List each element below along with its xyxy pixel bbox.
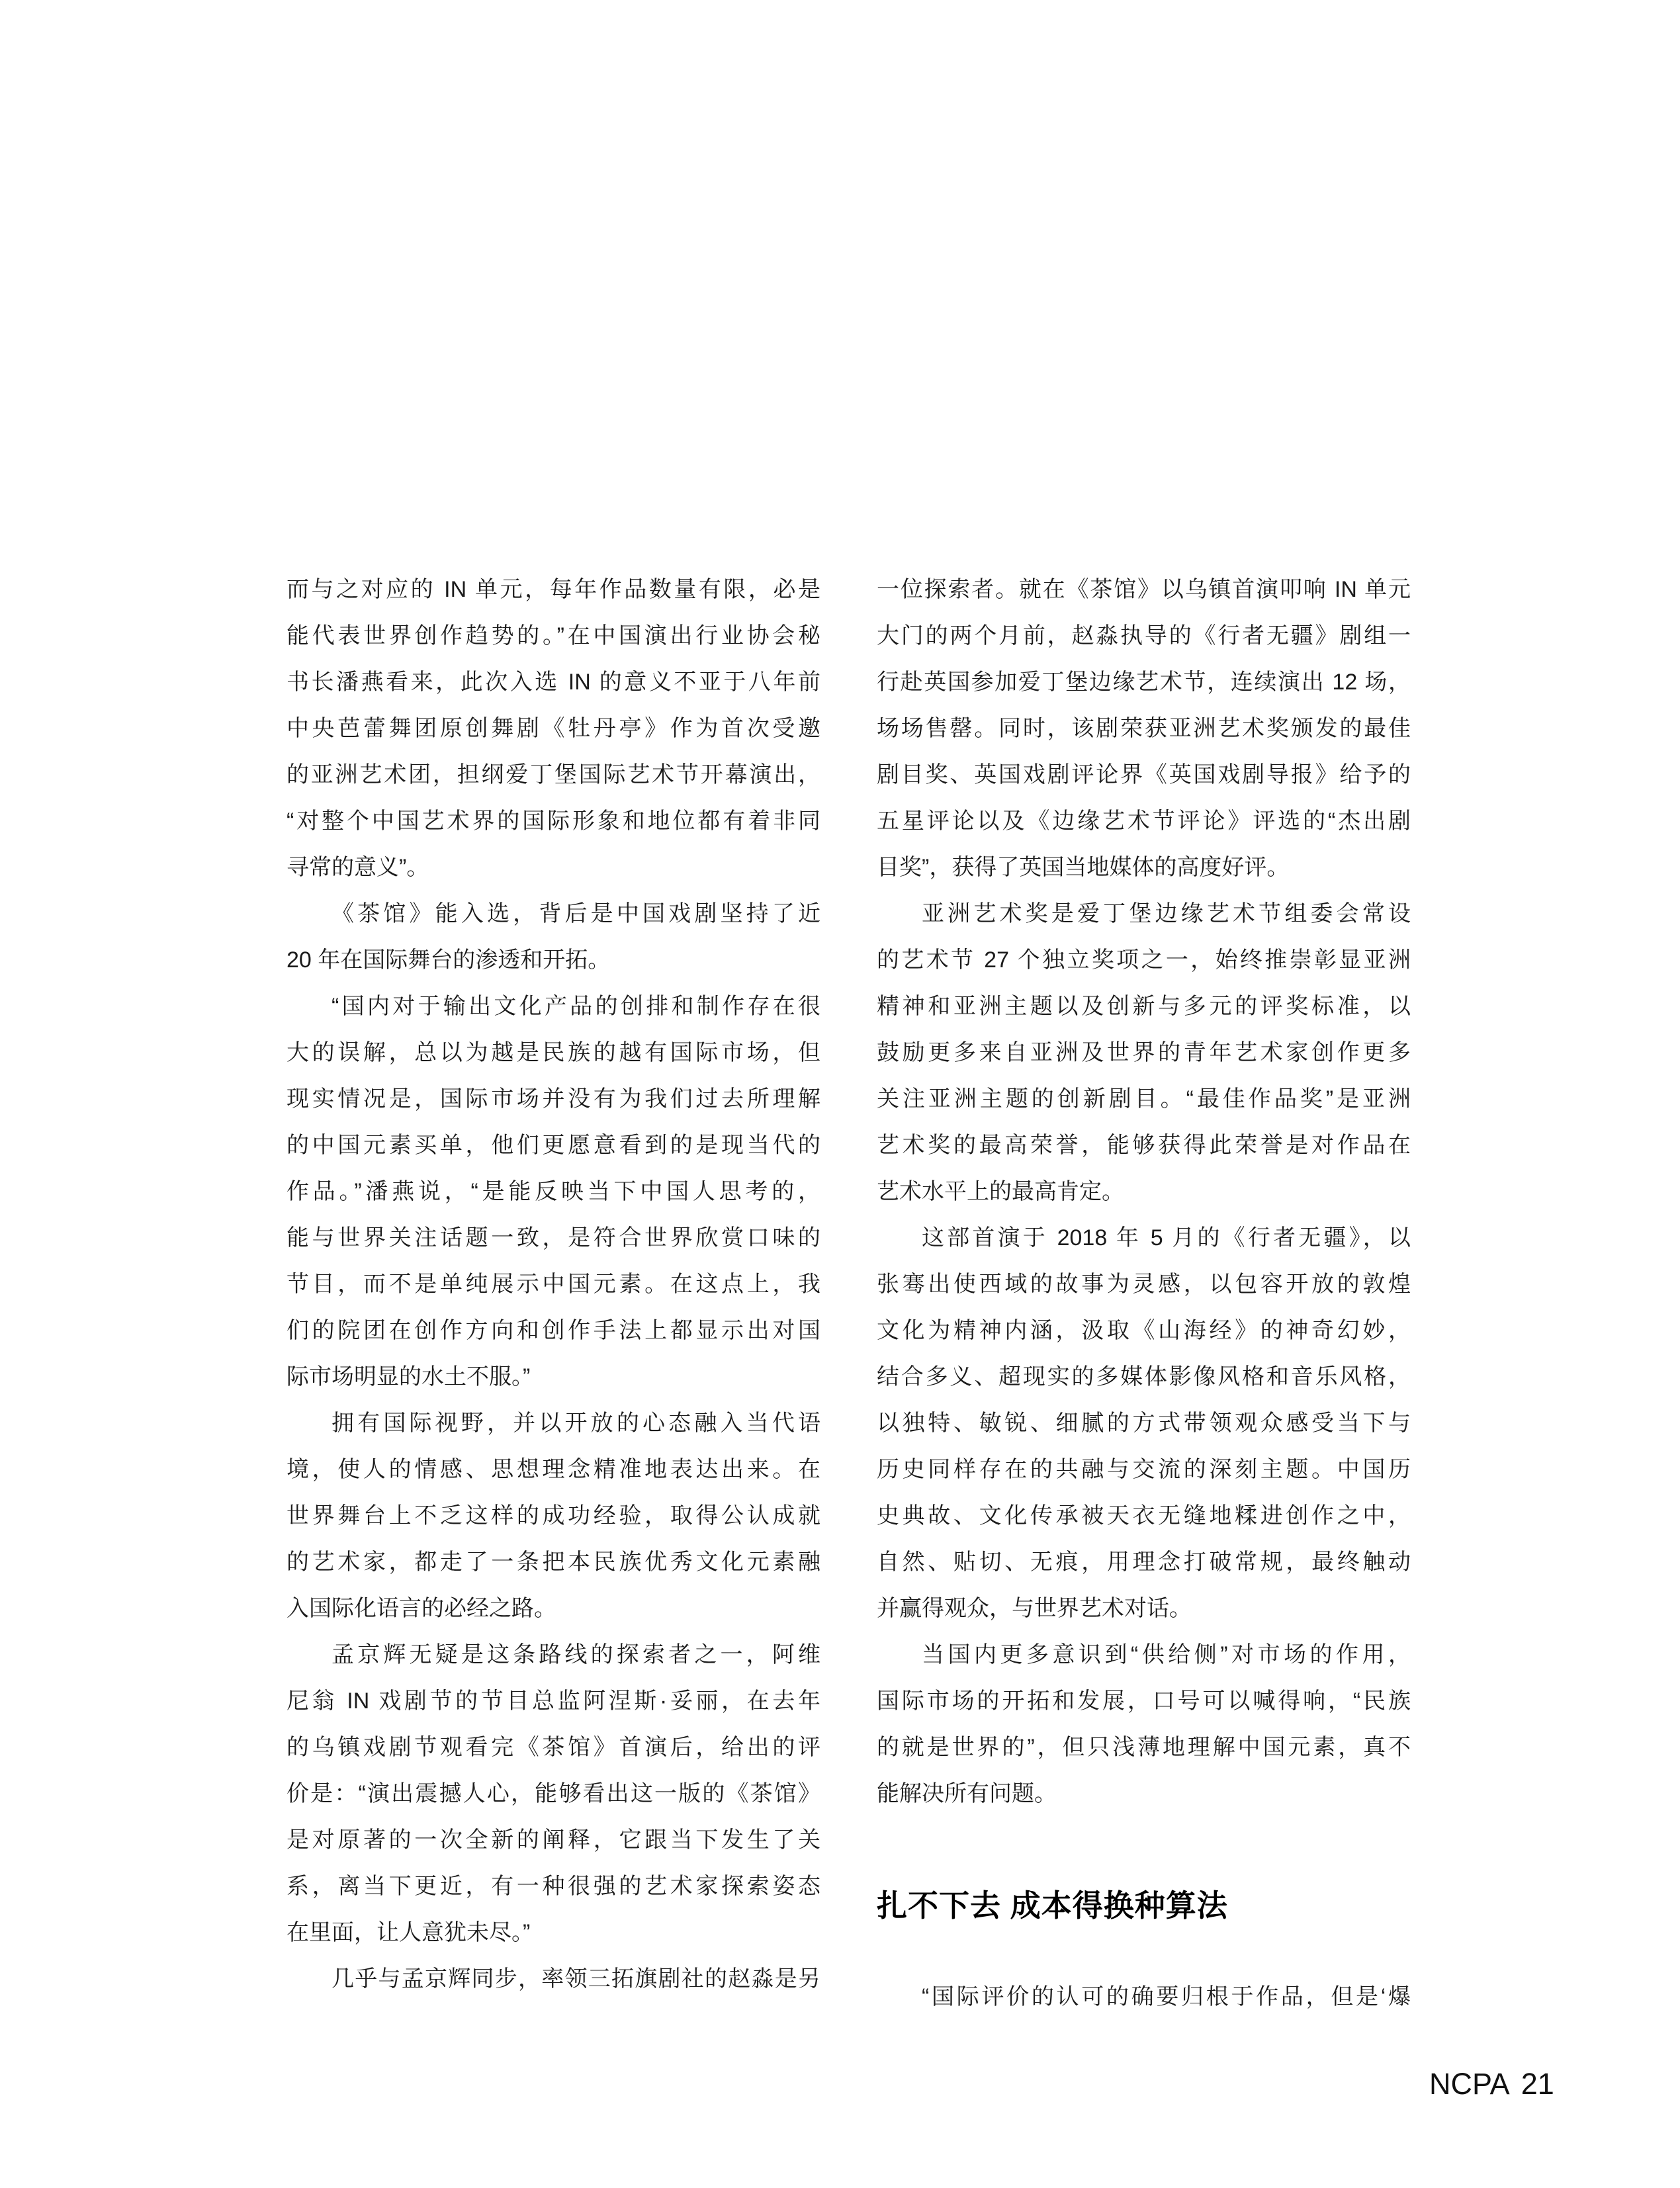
text-line: 关注亚洲主题的创新剧目。“最佳作品奖”是亚洲 [877,1086,1411,1112]
text-line: 鼓励更多来自亚洲及世界的青年艺术家创作更多 [877,1040,1411,1065]
text-line: 尼翁 IN 戏剧节的节目总监阿涅斯·妥丽，在去年 [287,1688,820,1714]
text-line: 几乎与孟京辉同步，率领三拓旗剧社的赵淼是另 [332,1966,820,1991]
text-line: 国际市场的开拓和发展，口号可以喊得响，“民族 [877,1688,1411,1714]
text-line: 们的院团在创作方向和创作手法上都显示出对国 [287,1318,820,1343]
text-line: 而与之对应的 IN 单元，每年作品数量有限，必是 [287,577,820,602]
text-line: 文化为精神内涵，汲取《山海经》的神奇幻妙， [877,1318,1411,1343]
text-line: 书长潘燕看来，此次入选 IN 的意义不亚于八年前 [287,670,820,695]
text-line: 的中国元素买单，他们更愿意看到的是现当代的 [287,1133,820,1158]
paragraph [877,891,1411,1215]
paragraph [287,1632,820,1956]
text-line: 自然、贴切、无痕，用理念打破常规，最终触动 [877,1550,1411,1575]
text-line: 张骞出使西域的故事为灵感，以包容开放的敦煌 [877,1272,1411,1297]
section-heading: 扎不下去 成本得换种算法 [877,1888,1228,1923]
paragraph [877,566,1411,891]
text-line: “国际评价的认可的确要归根于作品，但是‘爆 [922,1984,1411,2009]
text-line: 亚洲艺术奖是爱丁堡边缘艺术节组委会常设 [922,901,1411,926]
text-line: “对整个中国艺术界的国际形象和地位都有着非同 [287,809,820,834]
text-line: 艺术奖的最高荣誉，能够获得此荣誉是对作品在 [877,1133,1411,1158]
text-line: 的就是世界的”，但只浅薄地理解中国元素，真不 [877,1735,1411,1760]
text-line: 并赢得观众，与世界艺术对话。 [877,1596,1192,1621]
text-line: 的艺术节 27 个独立奖项之一，始终推崇彰显亚洲 [877,947,1411,973]
text-line: 寻常的意义”。 [287,855,429,880]
text-line: 史典故、文化传承被天衣无缝地糅进创作之中， [877,1503,1411,1528]
text-line: 入国际化语言的必经之路。 [287,1596,556,1621]
text-line: 现实情况是，国际市场并没有为我们过去所理解 [287,1086,820,1112]
text-line: 能解决所有问题。 [877,1781,1057,1806]
text-line: 的亚洲艺术团，担纲爱丁堡国际艺术节开幕演出， [287,762,820,787]
text-line: 孟京辉无疑是这条路线的探索者之一，阿维 [332,1642,820,1667]
paragraph [287,1956,820,2002]
paragraph [877,1215,1411,1632]
text-line: 剧目奖、英国戏剧评论界《英国戏剧导报》给予的 [877,762,1411,787]
text-line: 是对原著的一次全新的阐释，它跟当下发生了关 [287,1827,820,1853]
text-line: 大的误解，总以为越是民族的越有国际市场，但 [287,1040,820,1065]
text-line: 际市场明显的水土不服。” [287,1364,531,1389]
left-text-column [287,566,820,2002]
text-line: 艺术水平上的最高肯定。 [877,1179,1124,1204]
paragraph [877,1974,1411,2020]
text-line: 能代表世界创作趋势的。”在中国演出行业协会秘 [287,623,820,648]
right-column-after-heading [877,1974,1411,2020]
paragraph [287,566,820,891]
text-line: 境，使人的情感、思想理念精准地表达出来。在 [287,1457,820,1482]
text-line: 的乌镇戏剧节观看完《茶馆》首演后，给出的评 [287,1735,820,1760]
text-line: 目奖”，获得了英国当地媒体的高度好评。 [877,855,1290,880]
text-line: 历史同样存在的共融与交流的深刻主题。中国历 [877,1457,1411,1482]
text-line: 的艺术家，都走了一条把本民族优秀文化元素融 [287,1550,820,1575]
text-line: 一位探索者。就在《茶馆》以乌镇首演叩响 IN 单元 [877,577,1411,602]
text-line: 结合多义、超现实的多媒体影像风格和音乐风格， [877,1364,1411,1389]
text-line: 节目，而不是单纯展示中国元素。在这点上，我 [287,1272,820,1297]
text-line: 当国内更多意识到“供给侧”对市场的作用， [922,1642,1411,1667]
text-line: 中央芭蕾舞团原创舞剧《牡丹亭》作为首次受邀 [287,716,820,741]
text-line: 20 年在国际舞台的渗透和开拓。 [287,947,611,973]
text-line: 以独特、敏锐、细腻的方式带领观众感受当下与 [877,1411,1411,1436]
text-line: 在里面，让人意犹未尽。” [287,1920,531,1945]
text-line: 系，离当下更近，有一种很强的艺术家探索姿态 [287,1874,820,1899]
text-line: “国内对于输出文化产品的创排和制作存在很 [332,994,820,1019]
page-number: NCPA 21 [1429,2067,1554,2101]
paragraph [287,891,820,983]
text-line: 价是：“演出震撼人心，能够看出这一版的《茶馆》 [287,1781,820,1806]
paragraph [287,1400,820,1632]
text-line: 这部首演于 2018 年 5 月的《行者无疆》，以 [922,1225,1411,1250]
text-line: 拥有国际视野，并以开放的心态融入当代语 [332,1411,820,1436]
text-line: 世界舞台上不乏这样的成功经验，取得公认成就 [287,1503,820,1528]
text-line: 行赴英国参加爱丁堡边缘艺术节，连续演出 12 场， [877,670,1411,695]
text-line: 作品。”潘燕说，“是能反映当下中国人思考的， [287,1179,820,1204]
text-line: 五星评论以及《边缘艺术节评论》评选的“杰出剧 [877,809,1411,834]
paragraph [877,1632,1411,1817]
text-line: 《茶馆》能入选，背后是中国戏剧坚持了近 [332,901,820,926]
text-line: 场场售罄。同时，该剧荣获亚洲艺术奖颁发的最佳 [877,716,1411,741]
paragraph [287,983,820,1400]
right-text-column [877,566,1411,1817]
text-line: 大门的两个月前，赵淼执导的《行者无疆》剧组一 [877,623,1411,648]
text-line: 精神和亚洲主题以及创新与多元的评奖标准，以 [877,994,1411,1019]
text-line: 能与世界关注话题一致，是符合世界欣赏口味的 [287,1225,820,1250]
